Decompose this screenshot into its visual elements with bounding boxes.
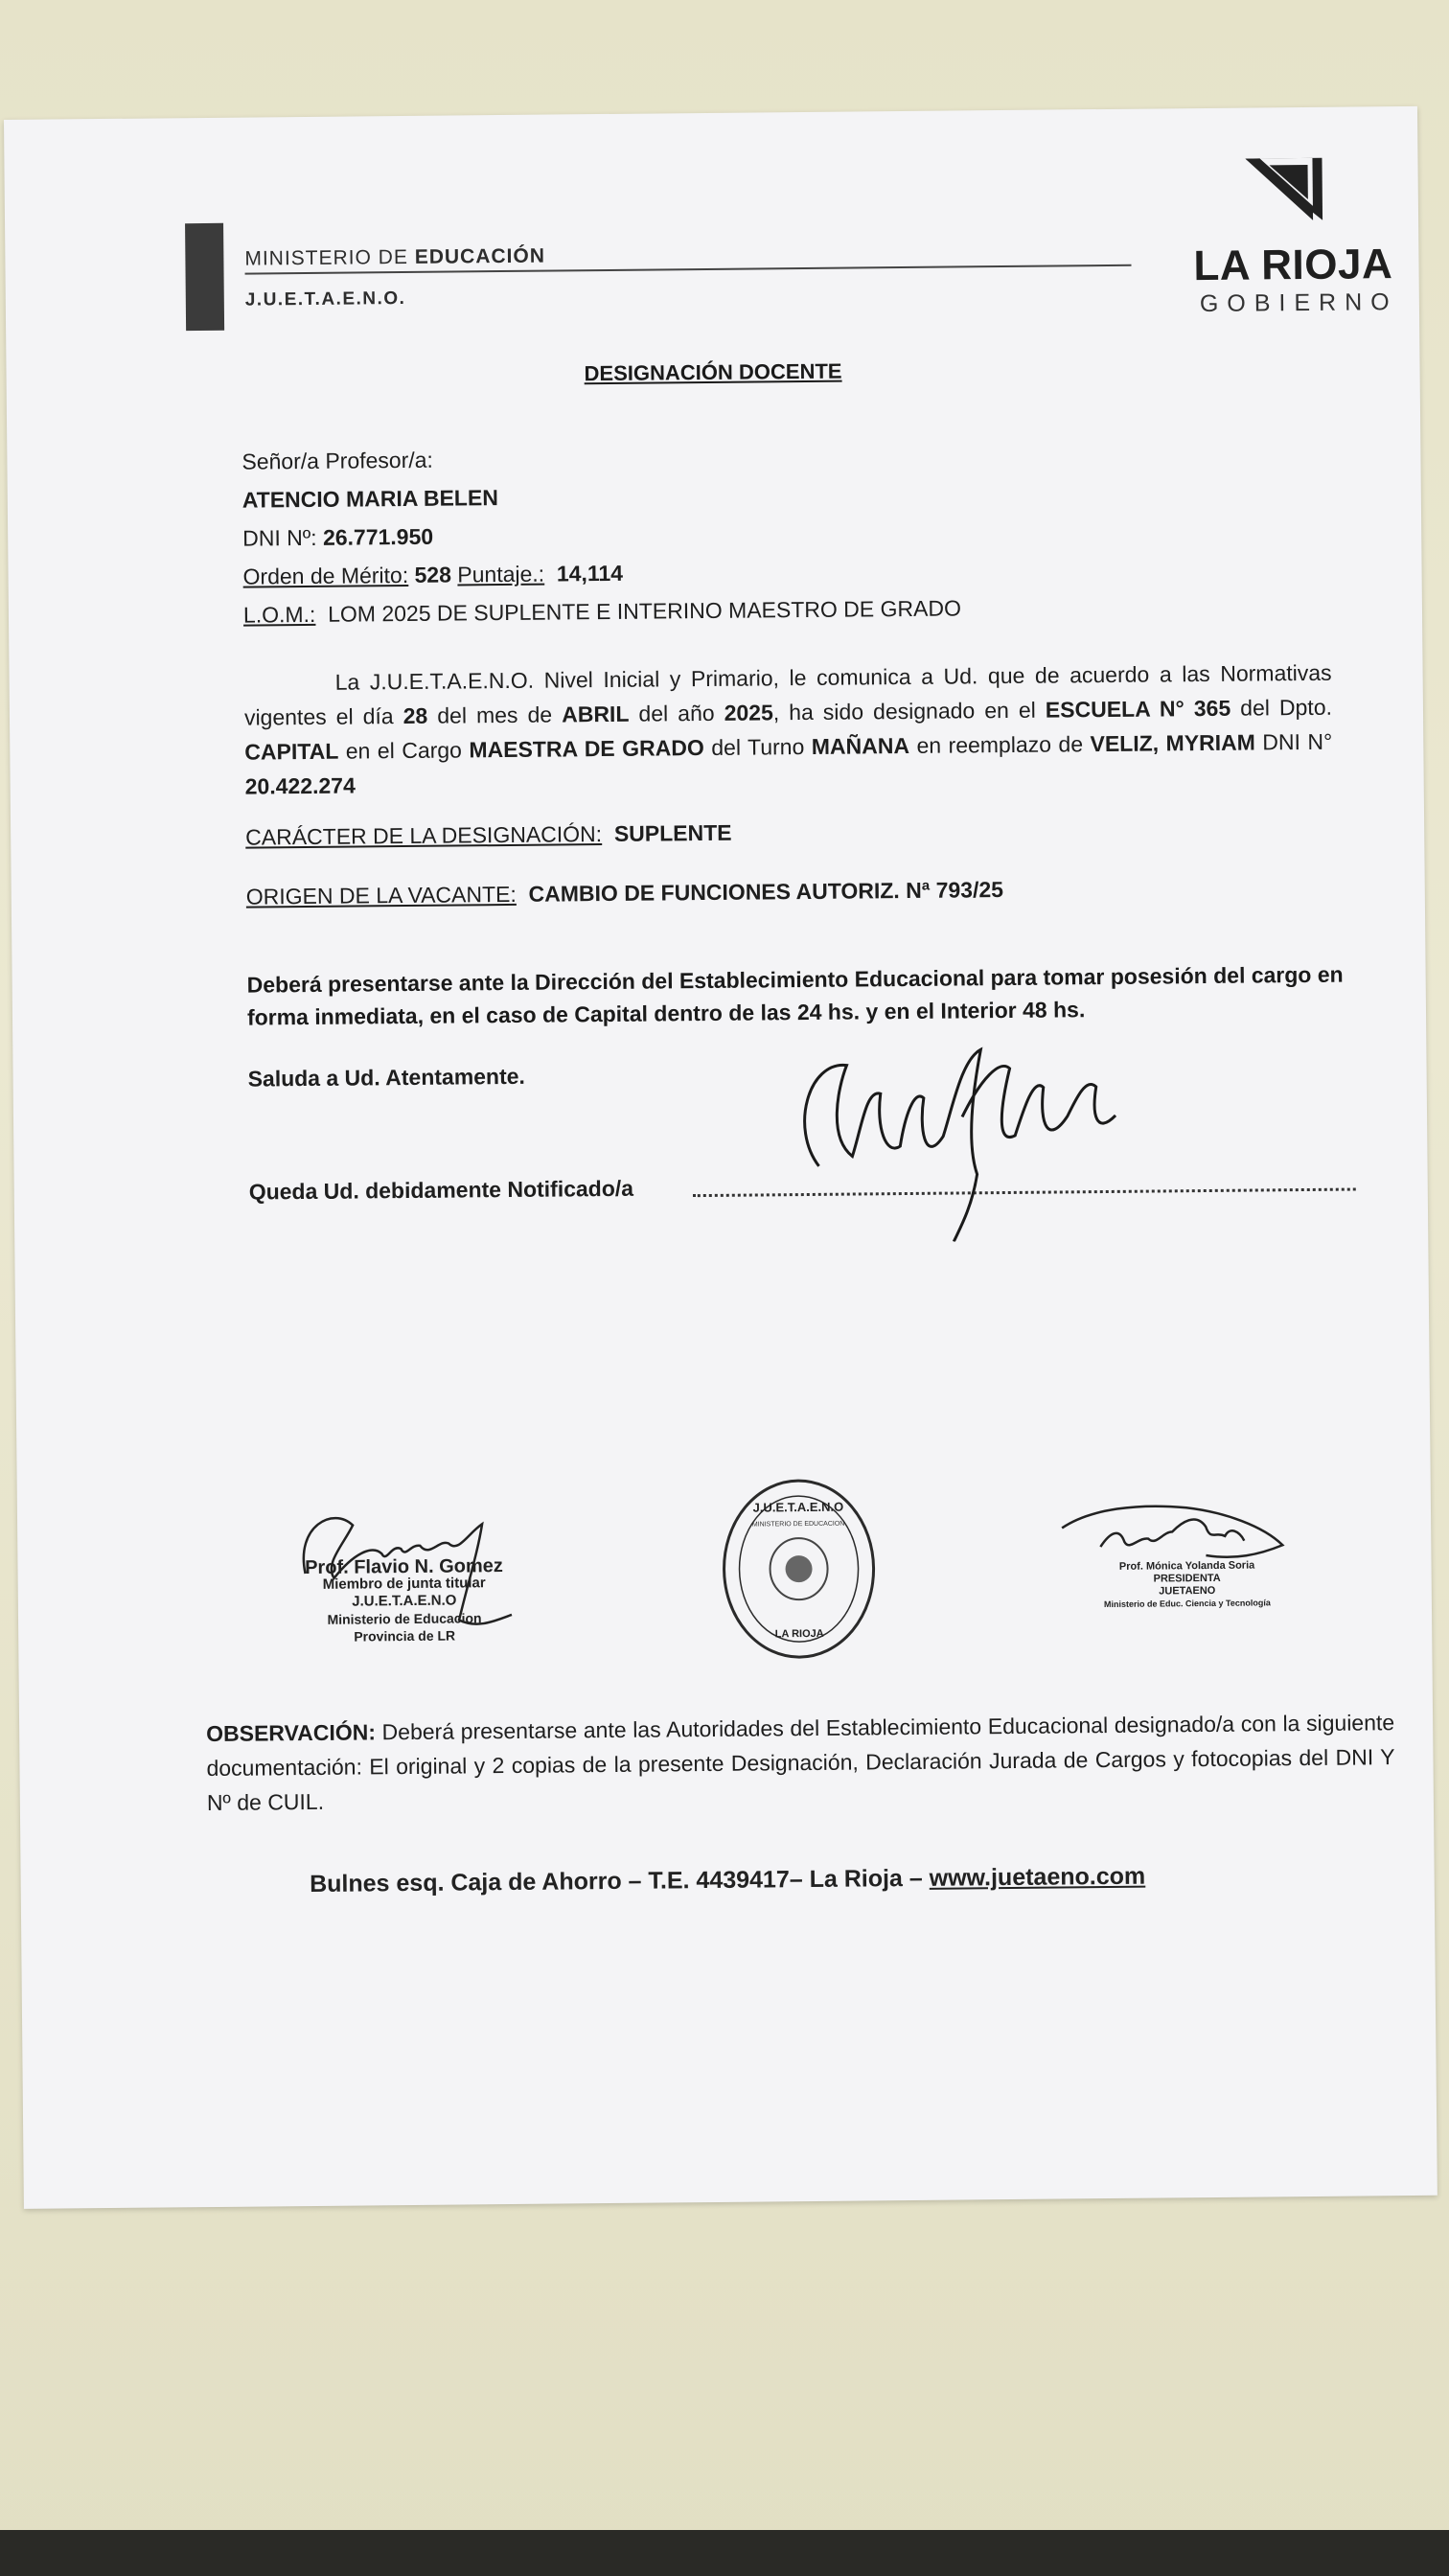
footer-address: Bulnes esq. Caja de Ahorro – T.E. 4439417– La Rioja – www.juetaeno.com	[310, 1862, 1146, 1898]
instructions: Deberá presentarse ante la Dirección del Establecimiento Educacional para tomar posesión del cargo en forma inmediata, en el caso de Capital dentro de las 24 hs. y en el Interior 48 hs.	[246, 961, 1344, 1030]
logo-name: LA RIOJA	[1193, 241, 1393, 290]
recipient-name: ATENCIO MARIA BELEN	[242, 485, 498, 513]
official-seal	[717, 1472, 882, 1666]
lom-line: L.O.M.: LOM 2025 DE SUPLENTE E INTERINO MAESTRO DE GRADO	[242, 595, 962, 628]
logo-subtitle: GOBIERNO	[1199, 288, 1398, 318]
office-name: J.U.E.T.A.E.N.O.	[244, 288, 406, 310]
seal-bottom-text: LA RIOJA	[774, 1627, 824, 1641]
website-link[interactable]: www.juetaeno.com	[929, 1862, 1146, 1892]
dni-line: DNI Nº: 26.771.950	[242, 523, 434, 551]
header-bar	[185, 223, 224, 331]
caracter-line: CARÁCTER DE LA DESIGNACIÓN: SUPLENTE	[245, 819, 732, 850]
stamp-right: Prof. Mónica Yolanda Soria PRESIDENTA JUETAENO Ministerio de Educ. Ciencia y Tecnología	[1103, 1559, 1271, 1610]
stamp-left: Prof. Flavio N. Gomez Miembro de junta titular J.U.E.T.A.E.N.O Ministerio de Educacion Provincia de LR	[305, 1555, 503, 1644]
document-page	[4, 106, 1438, 2209]
origen-line: ORIGEN DE LA VACANTE: CAMBIO DE FUNCIONES AUTORIZ. Nª 793/25	[245, 877, 1004, 909]
closing: Saluda a Ud. Atentamente.	[247, 1063, 525, 1092]
ministry-name: MINISTERIO DE EDUCACIÓN	[244, 244, 546, 270]
seal-inner-text: MINISTERIO DE EDUCACION	[751, 1520, 845, 1529]
salutation: Señor/a Profesor/a:	[242, 447, 434, 474]
document-title: DESIGNACIÓN DOCENTE	[584, 358, 842, 386]
seal-top-text: J.U.E.T.A.E.N.O	[752, 1499, 844, 1515]
handwritten-signature	[779, 1020, 1126, 1243]
la-rioja-logo-icon	[1240, 153, 1327, 231]
merit-line: Orden de Mérito: 528 Puntaje.: 14,114	[242, 560, 624, 589]
designation-paragraph: La J.U.E.T.A.E.N.O. Nivel Inicial y Primario, le comunica a Ud. que de acuerdo a las Normativas vigentes el día 28 del mes de ABRIL del año 2025, ha sido designado en el ESCUELA N° 365 del Dpto. CAPITAL en el Cargo MAESTRA DE GRADO del Turno MAÑANA en reemplazo de VELIZ, MYRIAM DNI N° 20.422.274	[243, 659, 1333, 799]
observation: OBSERVACIÓN: Deberá presentarse ante las Autoridades del Establecimiento Educacional designado/a con la siguiente documentación: El original y 2 copias de la presente Designación, Declaración Jurada de Cargos y fotocopias del DNI Y Nº de CUIL.	[206, 1710, 1395, 1816]
table-edge	[0, 2530, 1449, 2576]
notified-line: Queda Ud. debidamente Notificado/a	[248, 1175, 634, 1205]
